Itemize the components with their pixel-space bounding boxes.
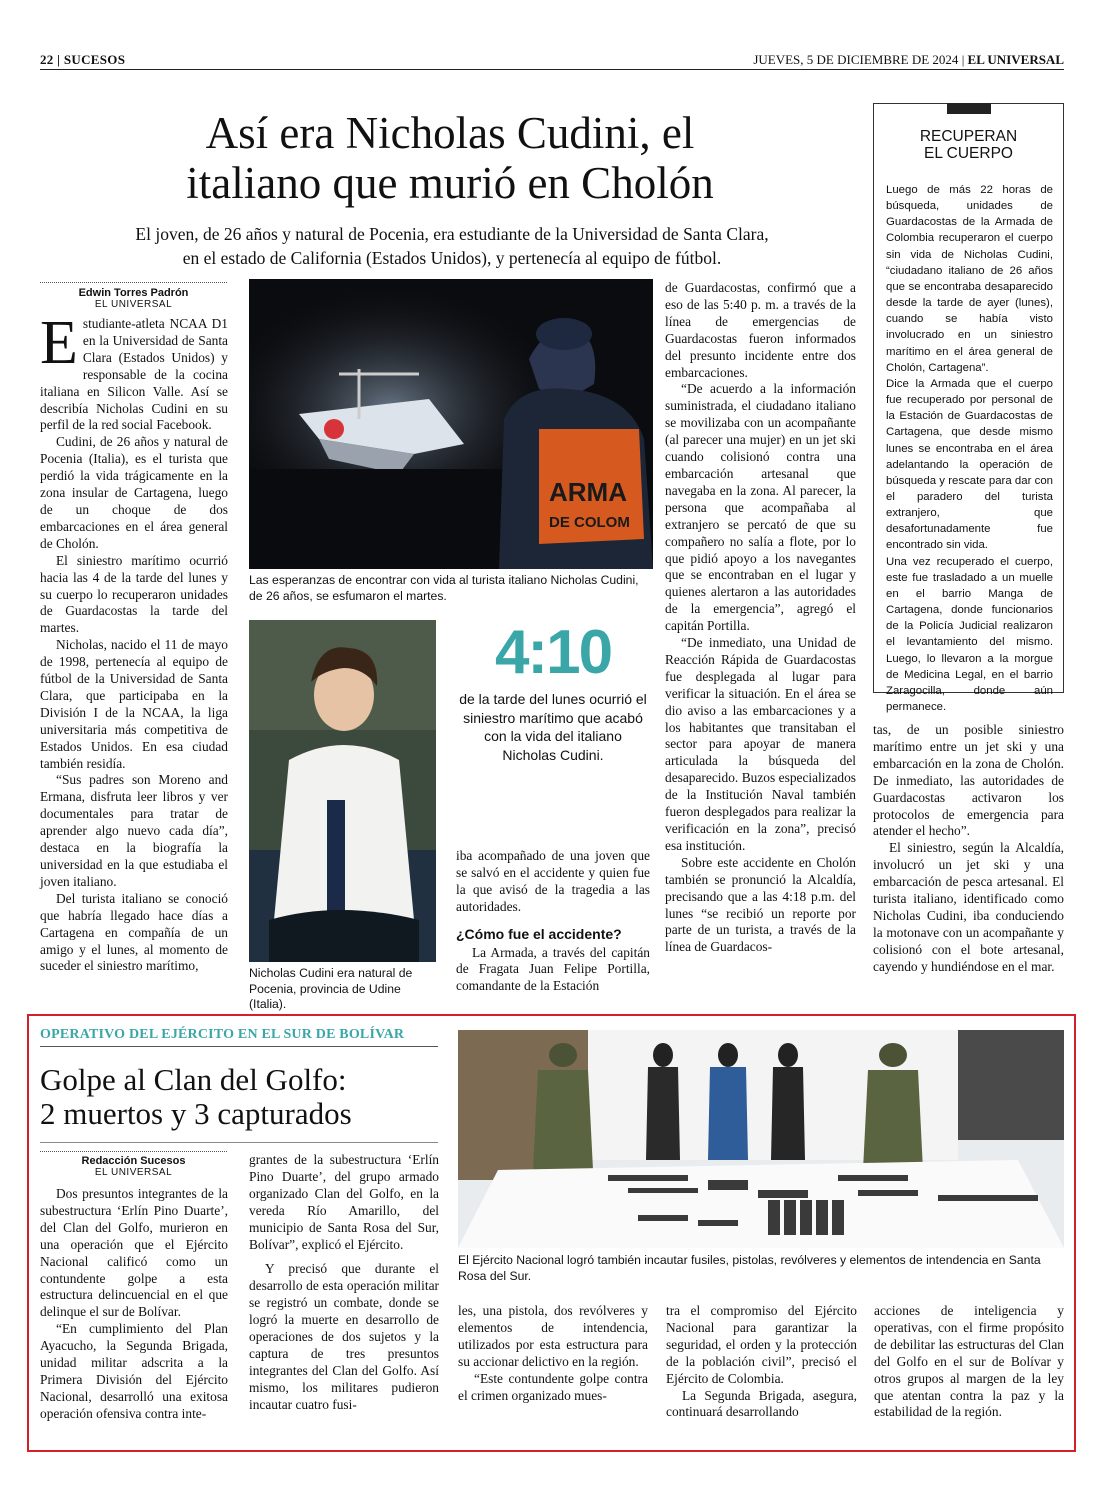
sidebar-title-line: RECUPERAN <box>919 128 1018 145</box>
story-kicker: OPERATIVO DEL EJÉRCITO EN EL SUR DE BOLÍVAR <box>40 1027 405 1042</box>
body-paragraph: iba acompañado de una joven que se salvó en el accidente y quien fue la que avisó de la tragedia a las autoridades. <box>456 848 650 914</box>
body-paragraph: tra el compromiso del Ejército Nacional para garantizar la seguridad, el orden y la protección de la población civil”, precisó el Ejército de Colombia. <box>666 1303 857 1386</box>
subhead: ¿Cómo fue el accidente? <box>456 925 622 942</box>
body-paragraph: acciones de inteligencia y operativas, con el firme propósito de debilitar las estructuras del Clan del Golfo en el sur de Bolívar y otros grupos al margen de la ley que atentan contra la paz y la estabilidad de la región. <box>874 1303 1064 1420</box>
photo-army-seizure <box>458 1030 1064 1248</box>
byline-rule <box>40 1151 227 1152</box>
sidebar-title-line: EL CUERPO <box>923 145 1013 162</box>
main-headline <box>60 108 840 208</box>
sidebar-paragraph: Una vez recuperado el cuerpo, este fue trasladado a un muelle en el barrio Manga de Cartagena, donde funcionarios de la Policía Judicial realizaron el levantamiento del mismo. Luego, lo llevaron a la morgue de Medicina Legal, en el barrio Zaragocilla, donde aún permanece. <box>886 555 1053 713</box>
author-name: Edwin Torres Padrón <box>78 287 189 299</box>
army-seizure-photo-illustration <box>458 1030 1064 1248</box>
byline <box>40 1155 227 1178</box>
body-paragraph: Dos presuntos integrantes de la subestructura ‘Erlín Pino Duarte’, del Clan del Golfo, murieron en una operación que el Ejército Nacional calificó como un contundente golpe a esta estructura delincuencial en el que delinque el sur de Bolívar. <box>40 1186 228 1320</box>
second-column-1 <box>40 1186 228 1423</box>
vest-lettering: DE COLOM <box>549 514 630 531</box>
body-paragraph: “Este contundente golpe contra el crimen organizado mues- <box>458 1370 648 1403</box>
vest-lettering: ARMA <box>549 477 627 507</box>
headline-line: italiano que murió en Cholón <box>186 158 714 208</box>
sidebar-paragraph: Dice la Armada que el cuerpo fue recuperado por personal de la Estación de Guardacostas de Cartagena, que desde mismo lunes se encontraba en el área adelantando la operación de búsqueda y rescate para dar con el paradero del turista extranjero, que desafortunadamente fue encontrado sin vida. <box>886 377 1053 552</box>
byline <box>40 287 227 310</box>
paper-name: EL UNIVERSAL <box>967 52 1064 67</box>
body-paragraph: “De acuerdo a la información suministrada, el ciudadano italiano se movilizaba con un acompañante (al parecer una mujer) en un jet ski cuando colisionó contra una embarcación artesanal que navegaba en la zona. Al parecer, la persona que acompañaba al extranjero se percató de que su compañero no salía a flote, por lo que pidió apoyo a los navegantes que se encontraban en el lugar y quienes alertaron a las autoridades de la emergencia”, agregó el capitán Portilla. <box>665 381 856 634</box>
portrait-photo-illustration <box>249 620 436 962</box>
body-paragraph: tas, de un posible siniestro marítimo entre un jet ski y una embarcación en la zona de Cholón. De inmediato, las autoridades de Guardacostas activaron los protocolos de emergencia para atender el hecho”. <box>873 722 1064 839</box>
stat-number: 4:10 <box>494 618 612 687</box>
header-rule <box>40 69 1064 70</box>
photo-caption: Nicholas Cudini era natural de Pocenia, provincia de Udine (Italia). <box>249 966 413 1011</box>
byline-rule <box>40 282 227 283</box>
body-paragraph: Y precisó que durante el desarrollo de esta operación militar se registró un combate, donde se logró la muerte en desarrollo de operaciones de dos sujetos y la captura de tres presuntos integrantes del Clan del Golfo. Así mismo, los militares pudieron incautar cuatro fusi- <box>249 1261 439 1412</box>
issue-date: JUEVES, 5 DE DICIEMBRE DE 2024 <box>753 52 959 67</box>
body-paragraph: les, una pistola, dos revólveres y elementos de intendencia, utilizados por esta estructura para su accionar delictivo en la región. <box>458 1303 648 1369</box>
body-paragraph: Del turista italiano se conoció que habría llegado hace días a Cartagena en compañía de un amigo y el lunes, al momento de suceder el siniestro marítimo, <box>40 890 228 974</box>
paragraph-text: studiante-atleta NCAA D1 en la Universidad de Santa Clara (Estados Unidos) y responsable de la cocina italiana en Silicon Valle. Así se describía Nicholas Cudini en su perfil de la red social Facebook. <box>40 316 228 433</box>
main-column-1 <box>40 309 228 975</box>
second-headline <box>40 1063 450 1131</box>
body-paragraph: Nicholas, nacido el 11 de mayo de 1998, pertenecía al equipo de fútbol de la Universidad de Santa Clara, que participaba en la División I de la NCAA, la liga universitaria más competitiva de Estados Unidos. En esa ciudad también residía. <box>40 637 228 771</box>
main-deck <box>92 222 812 270</box>
body-paragraph: La Armada, a través del capitán de Fragata Juan Felipe Portilla, comandante de la Estación <box>456 944 650 994</box>
headline-rule <box>40 1142 438 1143</box>
coast-guard-photo-illustration <box>249 279 653 569</box>
section-name: SUCESOS <box>63 52 126 67</box>
second-column-4 <box>666 1303 857 1421</box>
photo-coast-guard <box>249 279 653 569</box>
photo-caption: Las esperanzas de encontrar con vida al turista italiano Nicholas Cudini, de 26 años, se esfumaron el martes. <box>249 573 639 603</box>
main-column-3 <box>456 848 650 995</box>
photo-caption: El Ejército Nacional logró también incautar fusiles, pistolas, revólveres y elementos de intendencia en Santa Rosa del Sur. <box>458 1253 1041 1283</box>
main-column-4 <box>665 280 856 956</box>
second-column-3 <box>458 1303 648 1404</box>
main-column-5 <box>873 722 1064 976</box>
body-paragraph: “De inmediato, una Unidad de Reacción Rápida de Guardacostas fue desplegada al lugar para verificar la situación. En el área se dio aviso a las embarcaciones y a los habitantes que transitaban el sector para apoyar de manera articulada la búsqueda del desaparecido. Buzos especializados de la Institución Naval también fueron desplegados para realizar la verificación en la zona”, precisó esa institución. <box>665 635 856 853</box>
body-paragraph: El siniestro, según la Alcaldía, involucró un jet ski y una embarcación de pesca artesanal. El turista italiano, identificado como Nicholas Cudini, iba conduciendo la motonave con un acompañante y colisionó con el bote artesanal, cayendo y hundiéndose en el mar. <box>873 840 1064 974</box>
body-paragraph: de Guardacostas, confirmó que a eso de las 5:40 p. m. a través de la línea de emergencias de Guardacostas fueron informados del presunto incidente entre dos embarcaciones. <box>665 280 856 380</box>
deck-line: en el estado de California (Estados Unidos), y pertenecía al equipo de fútbol. <box>182 248 722 268</box>
author-org: EL UNIVERSAL <box>94 299 173 310</box>
photo-portrait <box>249 620 436 962</box>
author-name: Redacción Sucesos <box>81 1155 186 1167</box>
body-paragraph: Sobre este accidente en Cholón también se pronunció la Alcaldía, precisando que a las 4:18 p.m. del lunes “se recibió un reporte por parte de un turista, a través de la línea de Guardacos- <box>665 854 856 955</box>
headline-line: 2 muertos y 3 capturados <box>40 1096 352 1131</box>
page-number: 22 <box>40 52 54 67</box>
stat-text: de la tarde del lunes ocurrió el siniestro marítimo que acabó con la vida del italiano Nicholas Cudini. <box>459 691 647 763</box>
page-folio: 22 | SUCESOS <box>40 52 126 67</box>
body-paragraph: Cudini, de 26 años y natural de Pocenia (Italia), es el turista que perdió la vida trágicamente en la zona insular de Cartagena, luego de un choque de dos embarcaciones en el área general de Cholón. <box>40 434 228 551</box>
sidebar-box <box>873 103 1064 713</box>
second-column-5 <box>874 1303 1064 1421</box>
dropcap: E <box>40 309 78 377</box>
sidebar-body <box>886 182 1053 715</box>
body-paragraph: La Segunda Brigada, asegura, continuará desarrollando <box>666 1387 857 1420</box>
headline-line: Golpe al Clan del Golfo: <box>40 1062 347 1097</box>
kicker-rule <box>40 1046 438 1047</box>
author-org: EL UNIVERSAL <box>94 1167 173 1178</box>
sidebar-title <box>874 128 1063 162</box>
body-paragraph: El siniestro marítimo ocurrió hacia las 4 de la tarde del lunes y su cuerpo lo recuperaron unidades de Guardacostas la tarde del martes. <box>40 552 228 636</box>
deck-line: El joven, de 26 años y natural de Pocenia, era estudiante de la Universidad de Santa Clara, <box>135 224 769 244</box>
second-column-2 <box>249 1152 439 1414</box>
body-paragraph: “Sus padres son Moreno and Ermana, disfruta leer libros y ver documentales para tratar de aprender algo nuevo cada día”, destaca en la biografía la universidad en la que estudiaba el joven italiano. <box>40 772 228 889</box>
body-paragraph: grantes de la subestructura ‘Erlín Pino Duarte’, del grupo armado organizado Clan del Golfo, en la vereda Río Amarillo, del municipio de Santa Rosa del Sur, Bolívar”, explicó el Ejército. <box>249 1152 439 1252</box>
sidebar-paragraph: Luego de más 22 horas de búsqueda, unidades de Guardacostas de la Armada de Colombia recuperaron el cuerpo sin vida de Nicholas Cudini, “ciudadano italiano de 26 años que se encontraba desaparecido desde la tarde de ayer (lunes), cuando se había visto involucrado en un siniestro marítimo en el área general de Cholón, Cartagena”. <box>886 184 1053 374</box>
sidebar-tab <box>947 103 991 114</box>
headline-line: Así era Nicholas Cudini, el <box>205 108 695 158</box>
body-paragraph <box>40 309 228 434</box>
body-paragraph: “En cumplimiento del Plan Ayacucho, la Segunda Brigada, unidad militar adscrita a la Primera División del Ejército Nacional, desarrolló una exitosa operación ofensiva contra inte- <box>40 1321 228 1421</box>
dateline: JUEVES, 5 DE DICIEMBRE DE 2024 | EL UNIVERSAL <box>753 52 1064 67</box>
